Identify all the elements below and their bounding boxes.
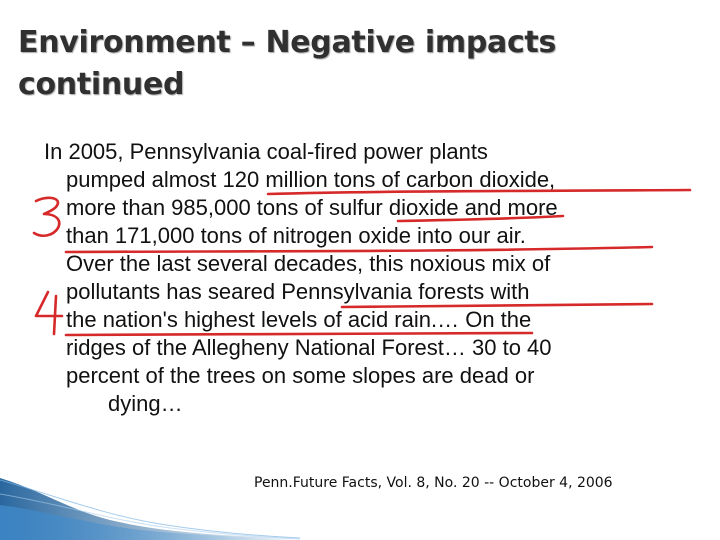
citation: Penn.Future Facts, Vol. 8, No. 20 -- October 4, 2006	[254, 475, 613, 491]
title-line-2: continued	[18, 67, 185, 102]
body-line-6: pollutants has seared Pennsylvania forests with	[66, 279, 530, 304]
body-line-9: percent of the trees on some slopes are dead or	[66, 363, 535, 388]
body-line-4: than 171,000 tons of nitrogen oxide into our air.	[66, 223, 526, 248]
body-line-2: pumped almost 120 million tons of carbon dioxide,	[66, 167, 556, 192]
body-line-10: dying…	[108, 391, 183, 416]
quote-body	[44, 138, 694, 418]
corner-wave-decoration	[0, 450, 300, 540]
body-line-7: the nation's highest levels of acid rain.… On the	[66, 307, 532, 332]
body-line-8: ridges of the Allegheny National Forest… 30 to 40	[66, 335, 552, 360]
body-line-5: Over the last several decades, this noxious mix of	[66, 251, 551, 276]
body-line-3: more than 985,000 tons of sulfur dioxide and more	[66, 195, 558, 220]
body-line-1: In 2005, Pennsylvania coal-fired power plants	[44, 139, 488, 164]
title-line-1: Environment – Negative impacts	[18, 25, 557, 60]
slide-title	[18, 22, 698, 106]
